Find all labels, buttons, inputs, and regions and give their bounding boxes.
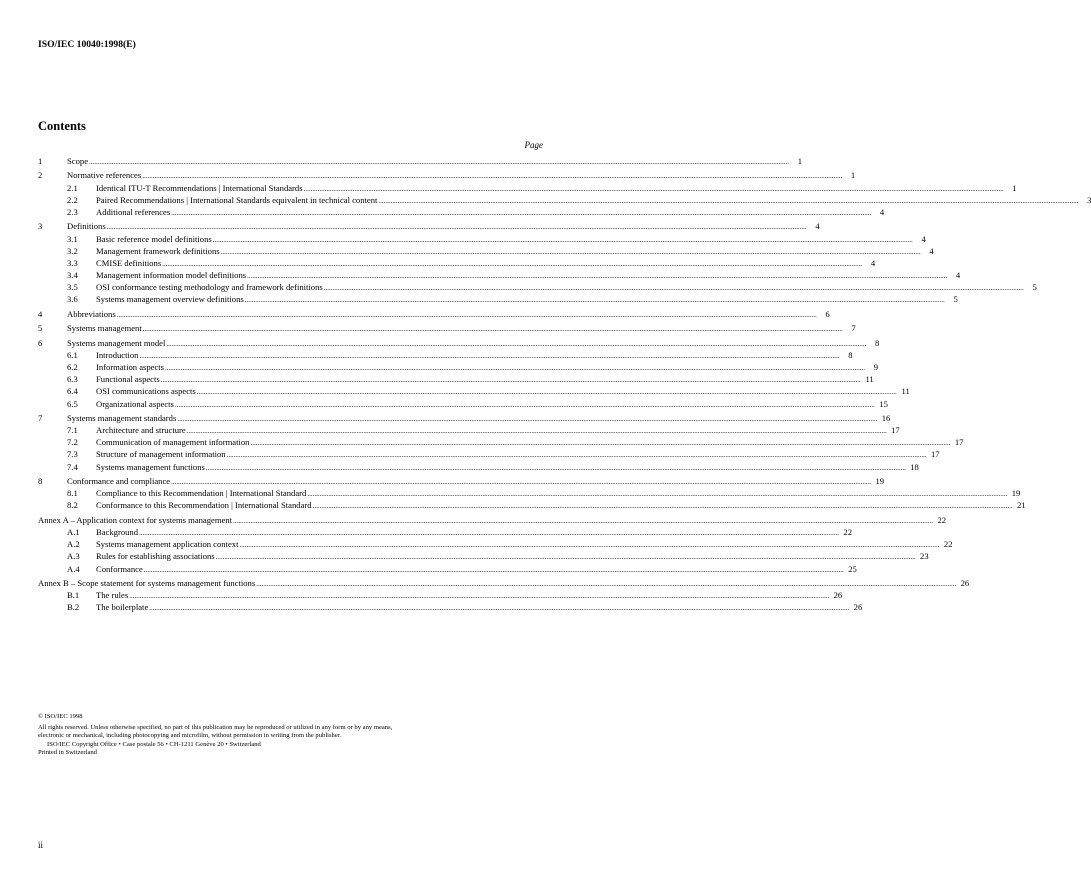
dot-leader: ................................................................................................................................................................................................................................................................................................................................................................................................................ xyxy=(106,223,807,232)
toc-entry-page: 4 xyxy=(815,221,820,232)
toc-entry-number: 8 xyxy=(38,476,43,486)
dot-leader: ................................................................................................................................................................................................................................................................................................................................................................................................................ xyxy=(162,259,863,268)
toc-entry-title: Compliance to this Recommendation | International Standard xyxy=(96,488,307,499)
dot-leader: ................................................................................................................................................................................................................................................................................................................................................................................................................ xyxy=(171,478,872,486)
dot-leader: ................................................................................................................................................................................................................................................................................................................................................................................................................ xyxy=(244,296,945,305)
toc-entry-title: CMISE definitions xyxy=(96,257,162,268)
toc-entry[interactable] xyxy=(38,169,856,181)
toc-entry-page: 8 xyxy=(848,349,853,360)
toc-entry[interactable] xyxy=(38,349,853,361)
toc-entry-title: Normative references xyxy=(67,170,142,181)
toc-entry-title: Management information model definitions xyxy=(96,270,247,281)
toc-entry-title: The boilerplate xyxy=(96,602,149,613)
toc-entry-page: 1 xyxy=(850,170,856,181)
toc-entry[interactable] xyxy=(38,499,1026,511)
toc-entry-title: OSI communications aspects xyxy=(96,386,196,397)
toc-entry-page: 9 xyxy=(873,361,879,372)
toc-entry-page: 3 xyxy=(1087,194,1091,205)
toc-entry-number: 6.2 xyxy=(67,361,78,372)
toc-entry[interactable] xyxy=(38,308,830,320)
toc-entry-number: 3.3 xyxy=(67,257,78,268)
toc-entry-number: 8.1 xyxy=(67,488,78,499)
toc-entry-number: 5 xyxy=(38,323,43,334)
dot-leader: ................................................................................................................................................................................................................................................................................................................................................................................................................ xyxy=(256,579,957,588)
toc-entry-page: 26 xyxy=(833,590,843,601)
toc-entry-title: Communication of management information xyxy=(96,437,250,448)
toc-entry-number: 7.1 xyxy=(67,425,78,436)
dot-leader: ................................................................................................................................................................................................................................................................................................................................................................................................................ xyxy=(174,400,875,409)
dot-leader: ................................................................................................................................................................................................................................................................................................................................................................................................................ xyxy=(303,184,1004,193)
toc-entry-number: A.1 xyxy=(67,526,80,537)
toc-entry[interactable] xyxy=(38,475,885,487)
toc-entry-title: Systems management xyxy=(67,323,142,334)
toc-entry-number: 2.2 xyxy=(67,194,78,205)
toc-entry[interactable] xyxy=(38,563,857,575)
toc-entry-number: 7.3 xyxy=(67,449,78,460)
toc-entry-page: 23 xyxy=(920,551,929,562)
toc-entry-title: Conformance to this Recommendation | International Standard xyxy=(96,500,312,511)
toc-entry[interactable] xyxy=(38,257,876,269)
toc-entry-page: 17 xyxy=(891,425,900,436)
toc-entry-page: 22 xyxy=(937,514,947,525)
toc-entry-title: Annex A – Application context for systems management xyxy=(38,514,233,525)
toc-entry-page: 26 xyxy=(853,602,863,613)
dot-leader: ................................................................................................................................................................................................................................................................................................................................................................................................................ xyxy=(250,439,951,448)
toc-entry[interactable] xyxy=(38,245,934,257)
toc-entry-title: Additional references xyxy=(96,206,171,217)
toc-entry-page: 19 xyxy=(875,476,885,486)
toc-entry-title: Structure of management information xyxy=(96,449,226,460)
toc-entry-title: Basic reference model definitions xyxy=(96,233,212,244)
toc-entry[interactable] xyxy=(38,538,953,550)
toc-entry[interactable] xyxy=(38,550,929,562)
toc-entry-page: 11 xyxy=(865,374,874,385)
dot-leader: ................................................................................................................................................................................................................................................................................................................................................................................................................ xyxy=(247,272,948,281)
toc-entry-number: A.4 xyxy=(67,563,80,574)
toc-entry[interactable] xyxy=(38,436,964,448)
toc-entry[interactable] xyxy=(38,373,874,385)
toc-entry-number: 6 xyxy=(38,337,43,348)
toc-entry[interactable] xyxy=(38,589,843,601)
toc-entry-number: B.1 xyxy=(67,590,80,601)
toc-entry-page: 1 xyxy=(1012,182,1017,193)
toc-entry-number: 3.2 xyxy=(67,245,78,256)
toc-entry-page: 15 xyxy=(879,398,888,409)
dot-leader: ................................................................................................................................................................................................................................................................................................................................................................................................................ xyxy=(89,158,790,166)
toc-entry-title: Definitions xyxy=(67,221,106,232)
toc-entry-title: Architecture and structure xyxy=(96,425,186,436)
toc-entry-title: Functional aspects xyxy=(96,374,160,385)
toc-entry-title: Paired Recommendations | International Standards equivalent in technical content xyxy=(96,194,378,205)
dot-leader: ................................................................................................................................................................................................................................................................................................................................................................................................................ xyxy=(378,196,1079,205)
toc-entry-title: Systems management model xyxy=(67,337,166,348)
toc-entry-number: 7.2 xyxy=(67,437,78,448)
toc-entry-number: 3.6 xyxy=(67,294,78,305)
toc-entry-page: 17 xyxy=(931,449,940,460)
dot-leader: ................................................................................................................................................................................................................................................................................................................................................................................................................ xyxy=(323,284,1024,293)
toc-entry-number: 2.1 xyxy=(67,182,78,193)
toc-entry-page: 25 xyxy=(848,563,857,574)
dot-leader: ................................................................................................................................................................................................................................................................................................................................................................................................................ xyxy=(129,592,830,601)
toc-entry[interactable] xyxy=(38,487,1021,499)
toc-entry-page: 7 xyxy=(851,323,856,334)
copyright-footer xyxy=(38,713,398,758)
toc-entry-number: 3.1 xyxy=(67,233,78,244)
toc-entry[interactable] xyxy=(38,182,1017,194)
toc-entry[interactable] xyxy=(38,233,926,245)
toc-entry-number: A.3 xyxy=(67,551,80,562)
toc-entry-number: 7.4 xyxy=(67,461,78,472)
document-header: ISO/IEC 10040:1998(E) xyxy=(38,39,136,50)
toc-entry[interactable] xyxy=(38,269,961,281)
toc-entry-title: Systems management overview definitions xyxy=(96,294,244,305)
toc-entry-number: 6.3 xyxy=(67,374,78,385)
toc-entry-page: 19 xyxy=(1011,488,1021,499)
toc-entry-number: 3.4 xyxy=(67,270,78,281)
table-of-contents xyxy=(38,155,1091,613)
toc-entry-number: 6.1 xyxy=(67,349,78,360)
toc-entry-page: 8 xyxy=(875,337,880,348)
toc-entry-page: 21 xyxy=(1016,500,1026,511)
toc-entry[interactable] xyxy=(38,514,947,526)
toc-entry-number: 3.5 xyxy=(67,282,78,293)
dot-leader: ................................................................................................................................................................................................................................................................................................................................................................................................................ xyxy=(239,541,940,550)
dot-leader: ................................................................................................................................................................................................................................................................................................................................................................................................................ xyxy=(205,463,906,472)
toc-entry[interactable] xyxy=(38,337,880,349)
toc-entry-title: Conformance and compliance xyxy=(67,476,171,486)
dot-leader: ................................................................................................................................................................................................................................................................................................................................................................................................................ xyxy=(160,376,861,385)
toc-entry[interactable] xyxy=(38,155,803,167)
toc-entry-page: 22 xyxy=(843,526,853,537)
toc-entry-number: A.2 xyxy=(67,539,80,550)
toc-entry-title: OSI conformance testing methodology and framework definitions xyxy=(96,282,323,293)
toc-entry[interactable] xyxy=(38,601,863,613)
page-title: Contents xyxy=(38,119,86,133)
toc-entry-title: Scope xyxy=(67,156,89,166)
toc-entry-title: Systems management standards xyxy=(67,412,177,423)
dot-leader: ................................................................................................................................................................................................................................................................................................................................................................................................................ xyxy=(307,490,1008,499)
toc-entry[interactable] xyxy=(38,281,1037,293)
dot-leader: ................................................................................................................................................................................................................................................................................................................................................................................................................ xyxy=(149,604,850,613)
toc-entry-title: Systems management application context xyxy=(96,539,239,550)
toc-entry-title: The rules xyxy=(96,590,129,601)
toc-entry-page: 5 xyxy=(1032,282,1037,293)
toc-entry[interactable] xyxy=(38,448,940,460)
toc-entry-title: Conformance xyxy=(96,563,143,574)
toc-entry-title: Rules for establishing associations xyxy=(96,551,215,562)
toc-entry-page: 22 xyxy=(943,539,953,550)
dot-leader: ................................................................................................................................................................................................................................................................................................................................................................................................................ xyxy=(142,325,843,334)
toc-entry-page: 1 xyxy=(797,156,803,166)
copyright-office: ISO/IEC Copyright Office • Case postale 56 • CH-1211 Genève 20 • Switzerland xyxy=(47,740,261,748)
toc-entry-title: Background xyxy=(96,526,139,537)
toc-entry[interactable] xyxy=(38,398,888,410)
toc-entry-number: 1 xyxy=(38,156,43,166)
toc-entry[interactable] xyxy=(38,361,879,373)
dot-leader: ................................................................................................................................................................................................................................................................................................................................................................................................................ xyxy=(226,451,927,460)
toc-entry-number: 6.5 xyxy=(67,398,78,409)
toc-entry-title: Information aspects xyxy=(96,361,165,372)
toc-entry[interactable] xyxy=(38,577,970,589)
toc-entry[interactable] xyxy=(38,322,856,334)
dot-leader: ................................................................................................................................................................................................................................................................................................................................................................................................................ xyxy=(139,528,840,537)
dot-leader: ................................................................................................................................................................................................................................................................................................................................................................................................................ xyxy=(171,208,872,217)
toc-entry[interactable] xyxy=(38,194,1091,206)
dot-leader: ................................................................................................................................................................................................................................................................................................................................................................................................................ xyxy=(116,310,817,319)
toc-entry-number: 4 xyxy=(38,308,43,319)
dot-leader: ................................................................................................................................................................................................................................................................................................................................................................................................................ xyxy=(186,427,887,436)
toc-entry[interactable] xyxy=(38,412,891,424)
toc-entry-title: Management framework definitions xyxy=(96,245,220,256)
copyright-line: © ISO/IEC 1998 xyxy=(38,713,83,720)
toc-entry-title: Systems management functions xyxy=(96,461,205,472)
toc-entry-page: 4 xyxy=(929,245,934,256)
dot-leader: ................................................................................................................................................................................................................................................................................................................................................................................................................ xyxy=(165,363,866,372)
toc-entry-title: Identical ITU-T Recommendations | International Standards xyxy=(96,182,303,193)
toc-entry-page: 4 xyxy=(870,257,876,268)
toc-entry[interactable] xyxy=(38,220,820,232)
toc-entry-number: 2 xyxy=(38,170,43,181)
toc-entry-page: 4 xyxy=(955,270,961,281)
toc-entry-title: Organizational aspects xyxy=(96,398,174,409)
printed-in: Printed in Switzerland xyxy=(38,749,97,757)
toc-entry-page: 26 xyxy=(960,577,970,588)
toc-entry-number: 8.2 xyxy=(67,500,78,511)
dot-leader: ................................................................................................................................................................................................................................................................................................................................................................................................................ xyxy=(215,553,916,562)
toc-entry[interactable] xyxy=(38,424,900,436)
toc-entry-page: 17 xyxy=(954,437,964,448)
toc-entry-page: 16 xyxy=(881,412,891,423)
toc-entry-number: 6.4 xyxy=(67,386,78,397)
toc-entry-page: 4 xyxy=(879,206,885,217)
toc-entry[interactable] xyxy=(38,385,910,397)
toc-entry-number: B.2 xyxy=(67,602,80,613)
toc-entry[interactable] xyxy=(38,206,885,218)
toc-entry-page: 11 xyxy=(901,386,910,397)
dot-leader: ................................................................................................................................................................................................................................................................................................................................................................................................................ xyxy=(196,388,897,397)
page-number: ii xyxy=(38,840,44,850)
toc-entry[interactable] xyxy=(38,526,853,538)
toc-entry-page: 18 xyxy=(910,461,919,472)
toc-entry-page: 4 xyxy=(921,233,926,244)
rights-statement: All rights reserved. Unless otherwise specified, no part of this publication may be reproduced or utilized in any form or by any means, electronic or mechanical, including photocopying and microfilm, without permission in writing from the publisher. xyxy=(38,723,393,740)
dot-leader: ................................................................................................................................................................................................................................................................................................................................................................................................................ xyxy=(143,565,844,574)
toc-entry-title: Abbreviations xyxy=(67,308,116,319)
dot-leader: ................................................................................................................................................................................................................................................................................................................................................................................................................ xyxy=(139,351,840,360)
toc-entry-number: 2.3 xyxy=(67,206,78,217)
page-column-label: Page xyxy=(524,140,543,150)
dot-leader: ................................................................................................................................................................................................................................................................................................................................................................................................................ xyxy=(233,516,934,525)
dot-leader: ................................................................................................................................................................................................................................................................................................................................................................................................................ xyxy=(312,502,1013,511)
dot-leader: ................................................................................................................................................................................................................................................................................................................................................................................................................ xyxy=(142,172,843,181)
toc-entry-number: 3 xyxy=(38,221,43,232)
toc-entry-page: 5 xyxy=(953,294,958,305)
toc-entry-page: 6 xyxy=(825,308,830,319)
toc-entry-number: 7 xyxy=(38,412,43,423)
toc-entry-title: Annex B – Scope statement for systems management functions xyxy=(38,577,256,588)
dot-leader: ................................................................................................................................................................................................................................................................................................................................................................................................................ xyxy=(177,414,878,423)
toc-entry-title: Introduction xyxy=(96,349,139,360)
dot-leader: ................................................................................................................................................................................................................................................................................................................................................................................................................ xyxy=(166,339,867,348)
toc-entry[interactable] xyxy=(38,293,958,305)
dot-leader: ................................................................................................................................................................................................................................................................................................................................................................................................................ xyxy=(220,247,921,256)
toc-entry[interactable] xyxy=(38,461,919,473)
dot-leader: ................................................................................................................................................................................................................................................................................................................................................................................................................ xyxy=(212,235,913,244)
